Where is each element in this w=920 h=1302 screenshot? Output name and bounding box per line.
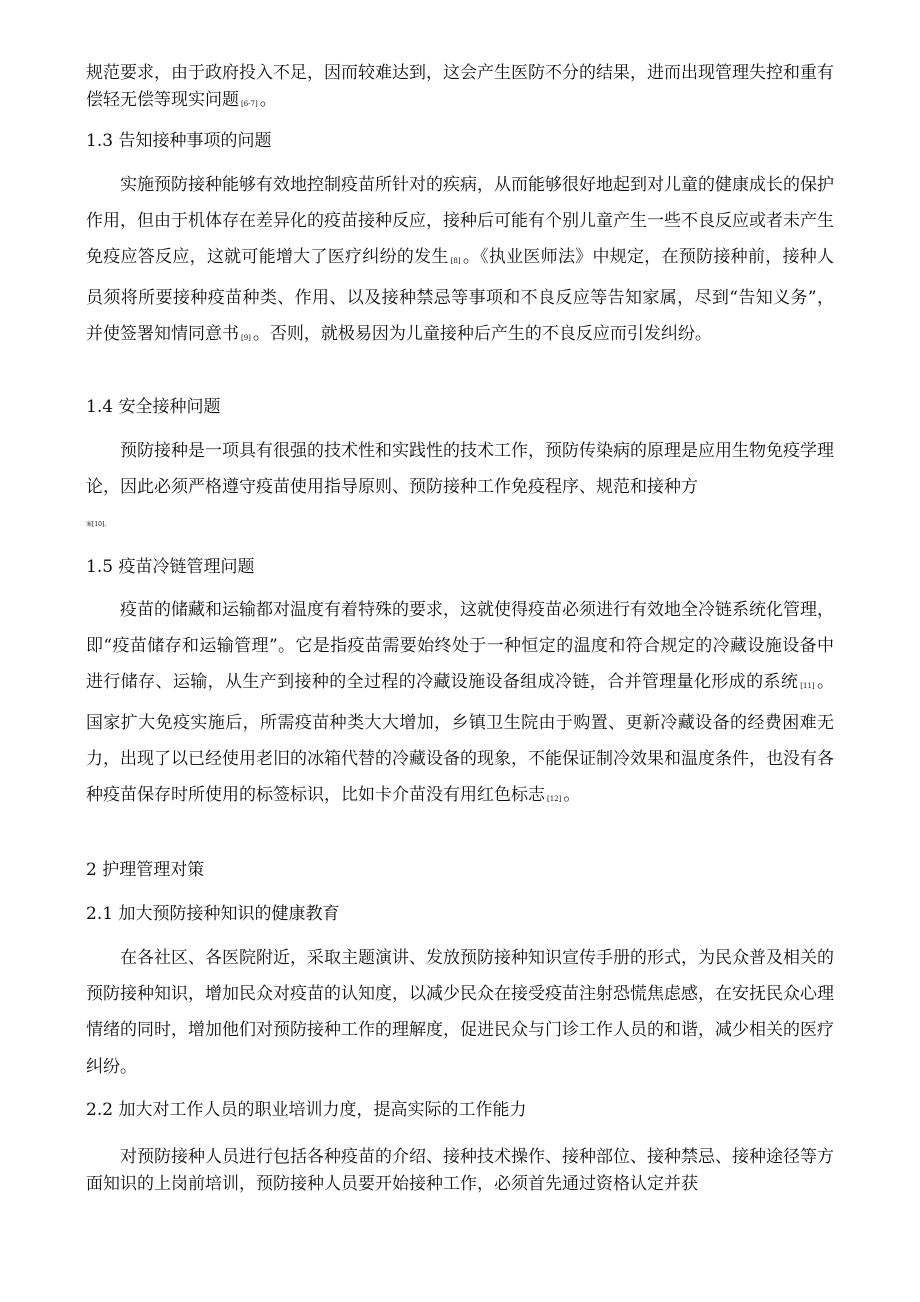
citation-11: [11] — [800, 682, 815, 691]
paragraph-1-3-part1: 实施预防接种能够有效地控制疫苗所针对的疾病，从而能够很好地起到对儿童的健康成长的保护作用，但由于机体存在差异化的疫苗接种反应，接种后可能有个别儿童产生一些不良反应或者未产生免疫应答反应，这就可能增大了医疗纠纷的发生 — [86, 175, 834, 268]
heading-1-4: 1.4 安全接种问题 — [86, 397, 221, 417]
intro-end: 。 — [259, 90, 277, 110]
paragraph-1-3-part3: 。否则，就极易因为儿童接种后产生的不良反应而引发纠纷。 — [252, 323, 712, 344]
paragraph-1-4-tail: 案[10]。 — [86, 521, 111, 528]
citation-6-7: [6-7] — [241, 100, 258, 108]
paragraph-1-3 — [86, 167, 834, 356]
intro-paragraph — [86, 60, 834, 118]
heading-1-3: 1.3 告知接种事项的问题 — [86, 131, 272, 151]
paragraph-2-2-text: 对预防接种人员进行包括各种疫苗的介绍、接种技术操作、接种部位、接种禁忌、接种途径等方面知识的上岗前培训，预防接种人员要开始接种工作，必须首先通过资格认定并获 — [86, 1147, 834, 1194]
paragraph-1-3-part2: 。《执业医师法》中规定，在预防接种前，接种人员须将所要接种疫苗种类、作用、以及接种禁忌等事项和不良反应等告知家属，尽到“告知义务”，并使签署知情同意书 — [86, 247, 835, 344]
paragraph-1-4 — [86, 433, 834, 505]
citation-8: [8] — [450, 257, 461, 266]
paragraph-2-1-text: 在各社区、各医院附近，采取主题演讲、发放预防接种知识宣传手册的形式，为民众普及相关的预防接种知识，增加民众对疫苗的认知度，以减少民众在接受疫苗注射恐慌焦虑感，在安抚民众心理情绪的同时，增加他们对预防接种工作的理解度，促进民众与门诊工作人员的和谐，减少相关的医疗纠纷。 — [86, 948, 834, 1077]
heading-1-5: 1.5 疫苗冷链管理问题 — [86, 557, 255, 577]
paragraph-2-1 — [86, 940, 834, 1085]
heading-2: 2 护理管理对策 — [86, 860, 205, 880]
paragraph-1-5 — [86, 592, 834, 817]
citation-9: [9] — [241, 333, 251, 342]
paragraph-1-5-part1: 疫苗的储藏和运输都对温度有着特殊的要求，这就使得疫苗必须进行有效地全冷链系统化管理，即“疫苗储存和运输管理”。它是指疫苗需要始终处于一种恒定的温度和符合规定的冷藏设施设备中进行储存、运输，从生产到接种的全过程的冷藏设施设备组成冷链，合并管理量化形成的系统 — [86, 600, 834, 693]
citation-12: [12] — [547, 795, 562, 804]
paragraph-1-5-part3: 。 — [563, 785, 581, 806]
heading-2-1: 2.1 加大预防接种知识的健康教育 — [86, 904, 340, 924]
heading-2-2: 2.2 加大对工作人员的职业培训力度，提高实际的工作能力 — [86, 1100, 527, 1120]
paragraph-1-4-text: 预防接种是一项具有很强的技术性和实践性的技术工作，预防传染病的原理是应用生物免疫学理论，因此必须严格遵守疫苗使用指导原则、预防接种工作免疫程序、规范和接种方 — [86, 441, 834, 498]
intro-text: 规范要求，由于政府投入不足，因而较难达到，这会产生医防不分的结果，进而出现管理失控和重有偿轻无偿等现实问题 — [86, 63, 834, 110]
paragraph-1-5-part2: 。国家扩大免疫实施后，所需疫苗种类大大增加，乡镇卫生院由于购置、更新冷藏设备的经费困难无力，出现了以已经使用老旧的冰箱代替的冷藏设备的现象，不能保证制冷效果和温度条件，也没有各种疫苗保存时所使用的标签标识，比如卡介苗没有用红色标志 — [86, 672, 835, 806]
paragraph-2-2 — [86, 1144, 834, 1198]
